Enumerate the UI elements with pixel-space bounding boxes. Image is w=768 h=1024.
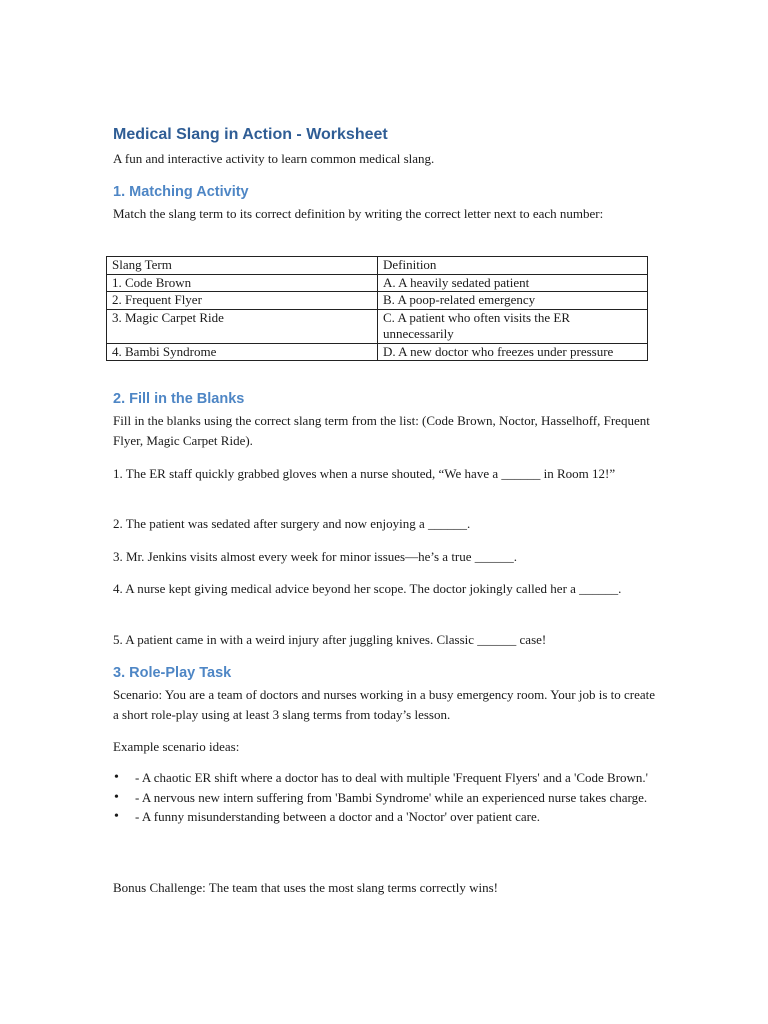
table-header-cell: Definition [378,257,648,275]
fill-blank-item: 5. A patient came in with a weird injury after juggling knives. Classic ______ case! [113,632,547,647]
matching-instructions: Match the slang term to its correct definition by writing the correct letter next to each number: [113,206,604,221]
role-play-scenario: Scenario: You are a team of doctors and nurses working in a busy emergency room. Your job is to create a short role-play using at least 3 slang terms from today’s lesson. [113,687,656,722]
table-cell-definition: B. A poop-related emergency [378,292,648,310]
section-heading-fill-blanks: 2. Fill in the Blanks [113,391,245,407]
table-cell-definition: D. A new doctor who freezes under pressure [378,343,648,361]
table-header-cell: Slang Term [107,257,378,275]
table-cell-term: 4. Bambi Syndrome [107,343,378,361]
worksheet-title: Medical Slang in Action - Worksheet [113,126,388,143]
matching-table [106,256,648,361]
bullet-icon: • [114,770,119,785]
section-heading-role-play: 3. Role-Play Task [113,665,232,681]
list-item [113,788,658,808]
table-cell-term: 2. Frequent Flyer [107,292,378,310]
list-item [113,768,658,788]
table-header-row [107,257,648,275]
list-item-text: - A chaotic ER shift where a doctor has to deal with multiple 'Frequent Flyers' and a 'Code Brown.' [135,770,649,785]
table-row [107,343,648,361]
scenario-ideas-label: Example scenario ideas: [113,739,240,754]
table-cell-definition: A. A heavily sedated patient [378,274,648,292]
bullet-icon: • [114,789,119,805]
fill-blank-item: 2. The patient was sedated after surgery and now enjoying a ______. [113,516,471,531]
fill-blank-item: 1. The ER staff quickly grabbed gloves when a nurse shouted, “We have a ______ in Room 12!” [113,466,616,481]
fill-blank-item: 4. A nurse kept giving medical advice beyond her scope. The doctor jokingly called her a ______. [113,581,622,596]
worksheet-subtitle: A fun and interactive activity to learn common medical slang. [113,151,435,166]
list-item-text: - A funny misunderstanding between a doctor and a 'Noctor' over patient care. [135,809,541,824]
table-cell-definition: C. A patient who often visits the ER unnecessarily [378,309,648,343]
bonus-challenge: Bonus Challenge: The team that uses the most slang terms correctly wins! [113,880,498,895]
list-item [113,807,658,827]
table-row [107,274,648,292]
table-cell-term: 1. Code Brown [107,274,378,292]
fill-blank-item: 3. Mr. Jenkins visits almost every week for minor issues—he’s a true ______. [113,549,518,564]
table-cell-term: 3. Magic Carpet Ride [107,309,378,343]
list-item-text: - A nervous new intern suffering from 'Bambi Syndrome' while an experienced nurse takes charge. [135,789,648,805]
fill-blanks-instructions: Fill in the blanks using the correct slang term from the list: (Code Brown, Noctor, Hasselhoff, Frequent Flyer, Magic Carpet Ride). [113,413,650,448]
bullet-icon: • [114,809,119,824]
section-heading-matching: 1. Matching Activity [113,184,249,200]
table-row [107,292,648,310]
table-row [107,309,648,343]
scenario-ideas-list [113,768,658,827]
